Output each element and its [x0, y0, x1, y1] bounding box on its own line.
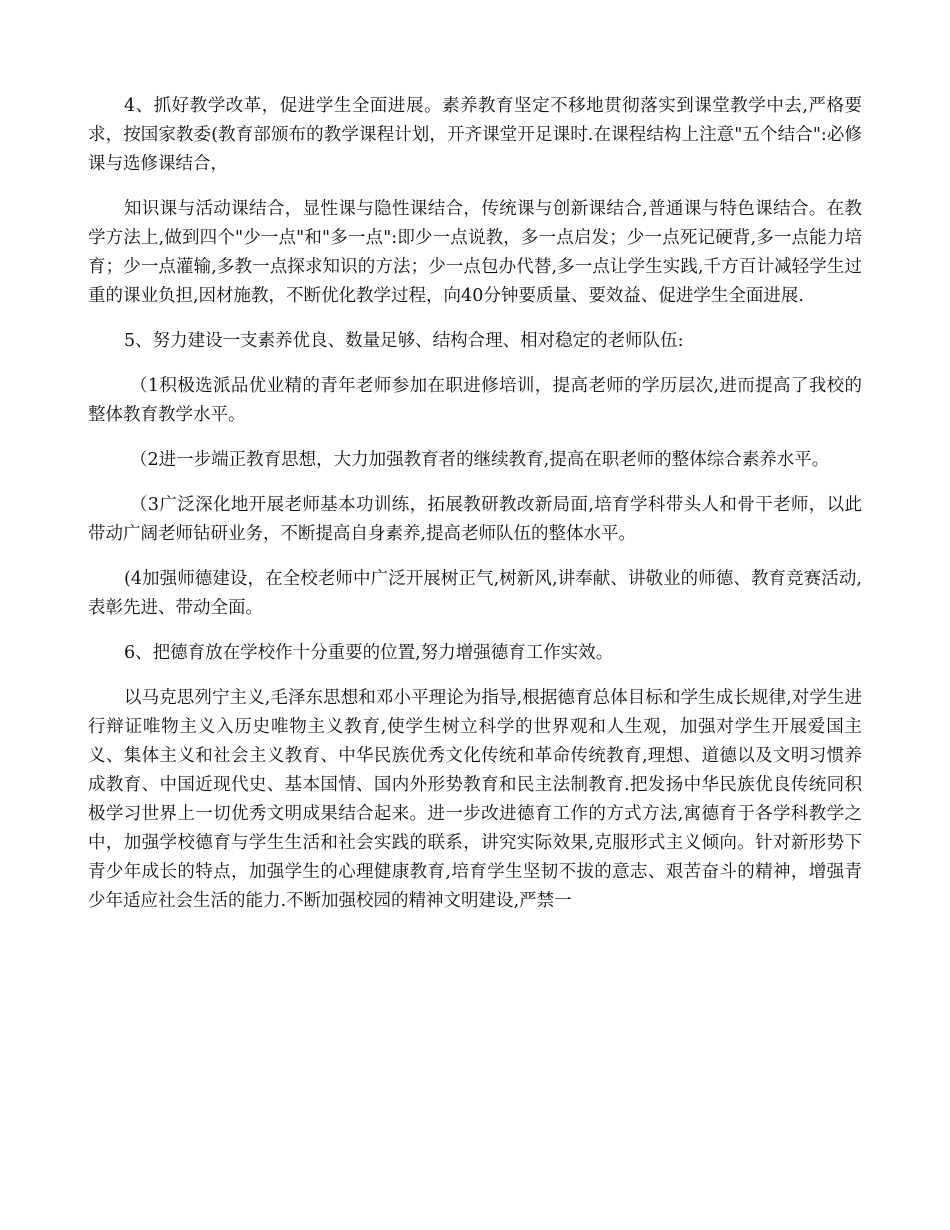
paragraph-teacher-item-4: (4加强师德建设，在全校老师中广泛开展树正气,树新风,讲奉献、讲敬业的师德、教育竞赛活动,表彰先进、带动全面。 — [88, 569, 862, 618]
paragraph-teacher-item-1: （1积极选派品优业精的青年老师参加在职进修培训，提高老师的学历层次,进而提高了我校的整体教育教学水平。 — [88, 376, 862, 425]
paragraph-moral-education-body: 以马克思列宁主义,毛泽东思想和邓小平理论为指导,根据德育总体目标和学生成长规律,对学生进行辩证唯物主义入历史唯物主义教育,使学生树立科学的世界观和人生观，加强对学生开展爱国主义、集体主义和社会主义教育、中华民族优秀文化传统和革命传统教育,理想、道德以及文明习惯养成教育、中国近现代史、基本国情、国内外形势教育和民主法制教育.把发扬中华民族优良传统同积极学习世界上一切优秀文明成果结合起来。进一步改进德育工作的方式方法,寓德育于各学科教学之中，加强学校德育与学生生活和社会实践的联系，讲究实际效果,克服形式主义倾向。针对新形势下青少年成长的特点，加强学生的心理健康教育,培育学生坚韧不拔的意志、艰苦奋斗的精神，增强青少年适应社会生活的能力.不断加强校园的精神文明建设,严禁一 — [88, 688, 862, 911]
document-page — [88, 92, 862, 932]
paragraph-teacher-item-2: （2进一步端正教育思想，大力加强教育者的继续教育,提高在职老师的整体综合素养水平。 — [130, 450, 830, 470]
paragraph-moral-education-heading: 6、把德育放在学校作十分重要的位置,努力增强德育工作实效。 — [124, 643, 614, 663]
paragraph-teacher-team-heading: 5、努力建设一支素养优良、数量足够、结构合理、相对稳定的老师队伍: — [124, 331, 684, 351]
paragraph-teaching-reform: 4、抓好教学改革，促进学生全面进展。素养教育坚定不移地贯彻落实到课堂教学中去,严格要求，按国家教委(教育部颁布的教学课程计划，开齐课堂开足课时.在课程结构上注意"五个结合":必修课与选修课结合， — [88, 96, 862, 174]
paragraph-course-combination: 知识课与活动课结合，显性课与隐性课结合，传统课与创新课结合,普通课与特色课结合。在教学方法上,做到四个"少一点"和"多一点":即少一点说教，多一点启发；少一点死记硬背,多一点能力培育；少一点灌输,多教一点探求知识的方法；少一点包办代替,多一点让学生实践,千方百计减轻学生过重的课业负担,因材施教，不断优化教学过程，向40分钟要质量、要效益、促进学生全面进展. — [88, 199, 862, 306]
paragraph-teacher-item-3: （3广泛深化地开展老师基本功训练，拓展教研教改新局面,培育学科带头人和骨干老师，以此带动广阔老师钻研业务，不断提高自身素养,提高老师队伍的整体水平。 — [88, 495, 862, 544]
